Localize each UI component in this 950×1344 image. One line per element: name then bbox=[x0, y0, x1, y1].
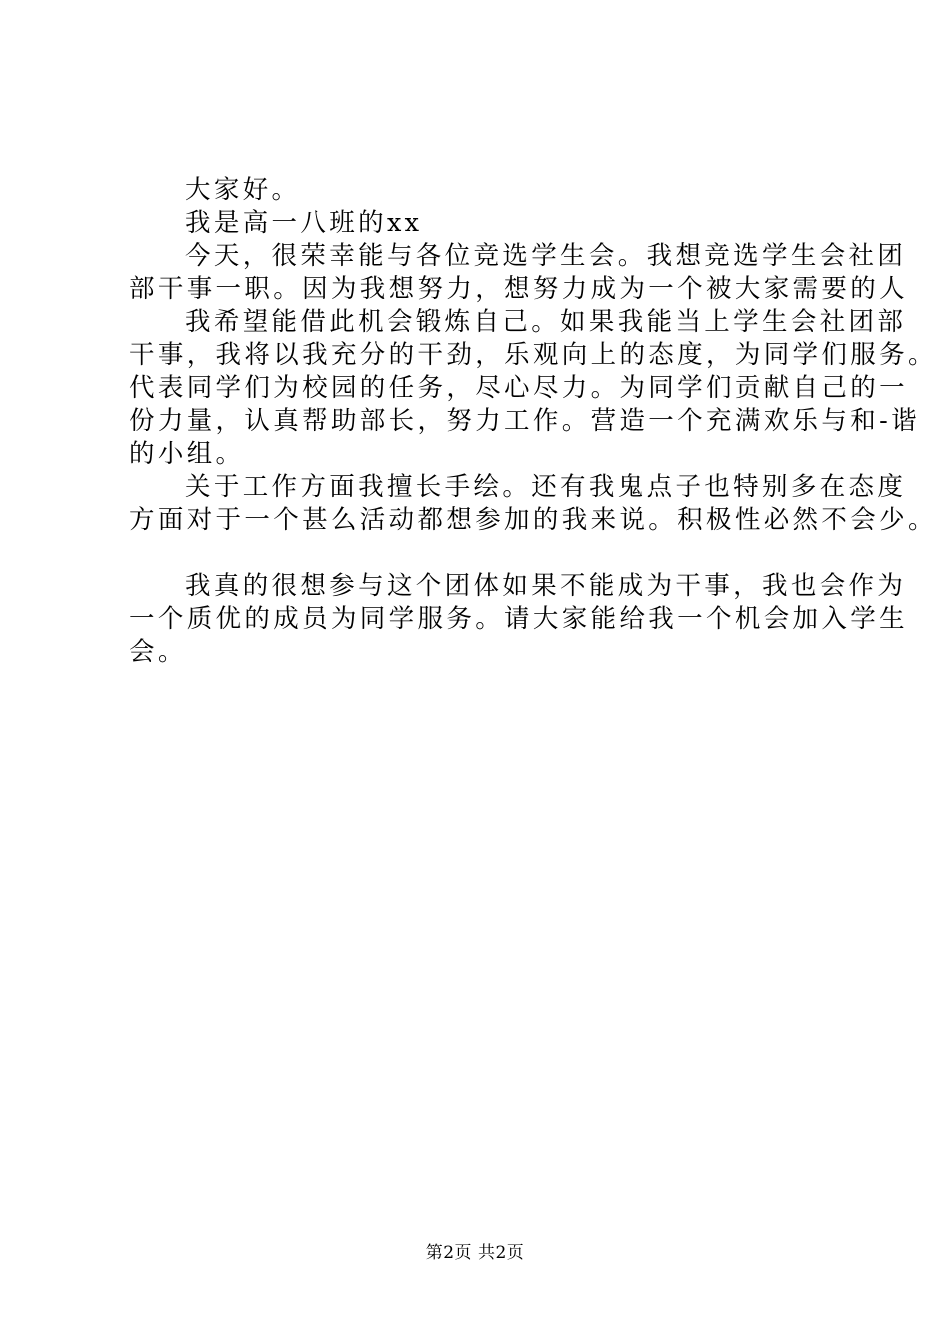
self-introduction-line: 我是高一八班的xx bbox=[185, 208, 423, 238]
paragraph-line: 我希望能借此机会锻炼自己。如果我能当上学生会社团部 bbox=[185, 307, 907, 337]
speech-body bbox=[129, 174, 937, 669]
paragraph-line: 我真的很想参与这个团体如果不能成为干事，我也会作为 bbox=[185, 571, 907, 601]
page-number: 第2页 共2页 bbox=[425, 1243, 525, 1263]
paragraph-line: 的小组。 bbox=[129, 439, 245, 469]
paragraph-line: 一个质优的成员为同学服务。请大家能给我一个机会加入学生 bbox=[129, 604, 908, 634]
paragraph-line: 会。 bbox=[129, 637, 187, 667]
greeting-line: 大家好。 bbox=[185, 175, 301, 205]
paragraph-line: 方面对于一个甚么活动都想参加的我来说。积极性必然不会少。 bbox=[129, 505, 937, 535]
paragraph-line: 关于工作方面我擅长手绘。还有我鬼点子也特别多在态度 bbox=[185, 472, 907, 502]
paragraph-line: 部干事一职。因为我想努力，想努力成为一个被大家需要的人 bbox=[129, 274, 908, 304]
paragraph-line: 代表同学们为校园的任务，尽心尽力。为同学们贡献自己的一 bbox=[129, 373, 908, 403]
paragraph-line: 干事，我将以我充分的干劲，乐观向上的态度，为同学们服务。 bbox=[129, 340, 937, 370]
paragraph-line: 今天，很荣幸能与各位竞选学生会。我想竞选学生会社团 bbox=[185, 241, 907, 271]
paragraph-line: 份力量，认真帮助部长，努力工作。营造一个充满欢乐与和-谐 bbox=[129, 406, 920, 436]
paragraph-spacer bbox=[129, 537, 829, 570]
